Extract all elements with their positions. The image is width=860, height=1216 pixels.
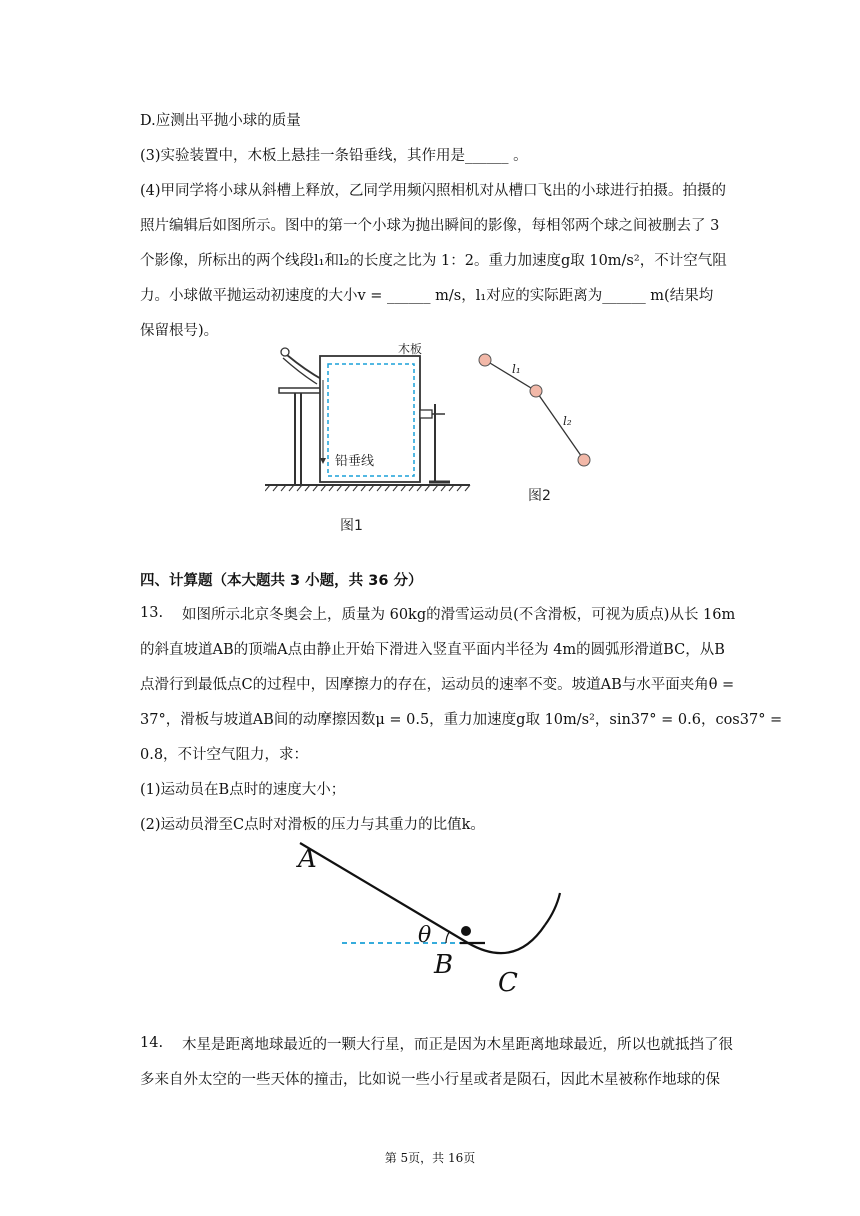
- q12-part4-line1: (4)甲同学将小球从斜槽上释放，乙同学用频闪照相机对从槽口飞出的小球进行拍摄。拍摄的: [140, 183, 727, 199]
- board-label: 木板: [398, 342, 423, 356]
- plumb-line-label: 铅垂线: [335, 454, 375, 469]
- q13-line2: 的斜直坡道AB的顶端A点由静止开始下滑进入竖直平面内半径为 4m的圆弧形滑道BC，从B: [140, 642, 725, 658]
- point-b-label: B: [434, 950, 454, 980]
- figure-1-apparatus: [265, 340, 475, 540]
- figure-q13-ramp: [290, 835, 580, 1000]
- q12-part4-line5: 保留根号)。: [140, 323, 219, 339]
- question-14-number: 14.: [140, 1035, 164, 1051]
- theta-label: θ: [418, 923, 432, 948]
- q13-line1: 如图所示北京冬奥会上，质量为 60kg的滑雪运动员(不含滑板，可视为质点)从长 16m: [182, 607, 736, 623]
- point-a-label: A: [298, 844, 317, 874]
- point-c-label: C: [498, 968, 518, 998]
- figure-1-caption: 图1: [340, 518, 363, 534]
- q12-part4-line2: 照片编辑后如图所示。图中的第一个小球为抛出瞬间的影像，每相邻两个球之间被删去了 3: [140, 218, 720, 234]
- ball-3: [578, 454, 590, 466]
- figure-2-caption: 图2: [528, 488, 551, 504]
- ball-1: [479, 354, 491, 366]
- ball-2: [530, 385, 542, 397]
- q14-line2: 多来自外太空的一些天体的撞击，比如说一些小行星或者是陨石，因此木星被称作地球的保: [140, 1072, 720, 1088]
- q13-sub2: (2)运动员滑至C点时对滑板的压力与其重力的比值k。: [140, 817, 485, 833]
- q13-line5: 0.8，不计空气阻力，求：: [140, 747, 309, 763]
- q12-part4-line3: 个影像，所标出的两个线段l₁和l₂的长度之比为 1：2。重力加速度g取 10m/s²，不计空气阻: [140, 253, 727, 269]
- section-title: 四、计算题（本大题共 3 小题，共 36 分）: [140, 573, 423, 589]
- q12-part3: (3)实验装置中，木板上悬挂一条铅垂线，其作用是______ 。: [140, 148, 528, 164]
- option-d: D.应测出平抛小球的质量: [140, 113, 301, 129]
- q13-sub1: (1)运动员在B点时的速度大小；: [140, 782, 346, 798]
- figure-2-balls: [470, 345, 610, 510]
- q13-line3: 点滑行到最低点C的过程中，因摩擦力的存在，运动员的速率不变。坡道AB与水平面夹角θ =: [140, 677, 735, 693]
- l2-label: l₂: [563, 414, 572, 428]
- page-footer: 第 5页，共 16页: [384, 1151, 476, 1165]
- l1-label: l₁: [512, 362, 521, 376]
- q12-part4-line4: 力。小球做平抛运动初速度的大小v = ______ m/s，l₁对应的实际距离为______ m(结果均: [140, 288, 714, 304]
- q13-line4: 37°，滑板与坡道AB间的动摩擦因数μ = 0.5，重力加速度g取 10m/s²，sin37° = 0.6，cos37° =: [140, 712, 783, 728]
- q14-line1: 木星是距离地球最近的一颗大行星，而正是因为木星距离地球最近，所以也就抵挡了很: [182, 1037, 733, 1053]
- question-13-number: 13.: [140, 605, 164, 621]
